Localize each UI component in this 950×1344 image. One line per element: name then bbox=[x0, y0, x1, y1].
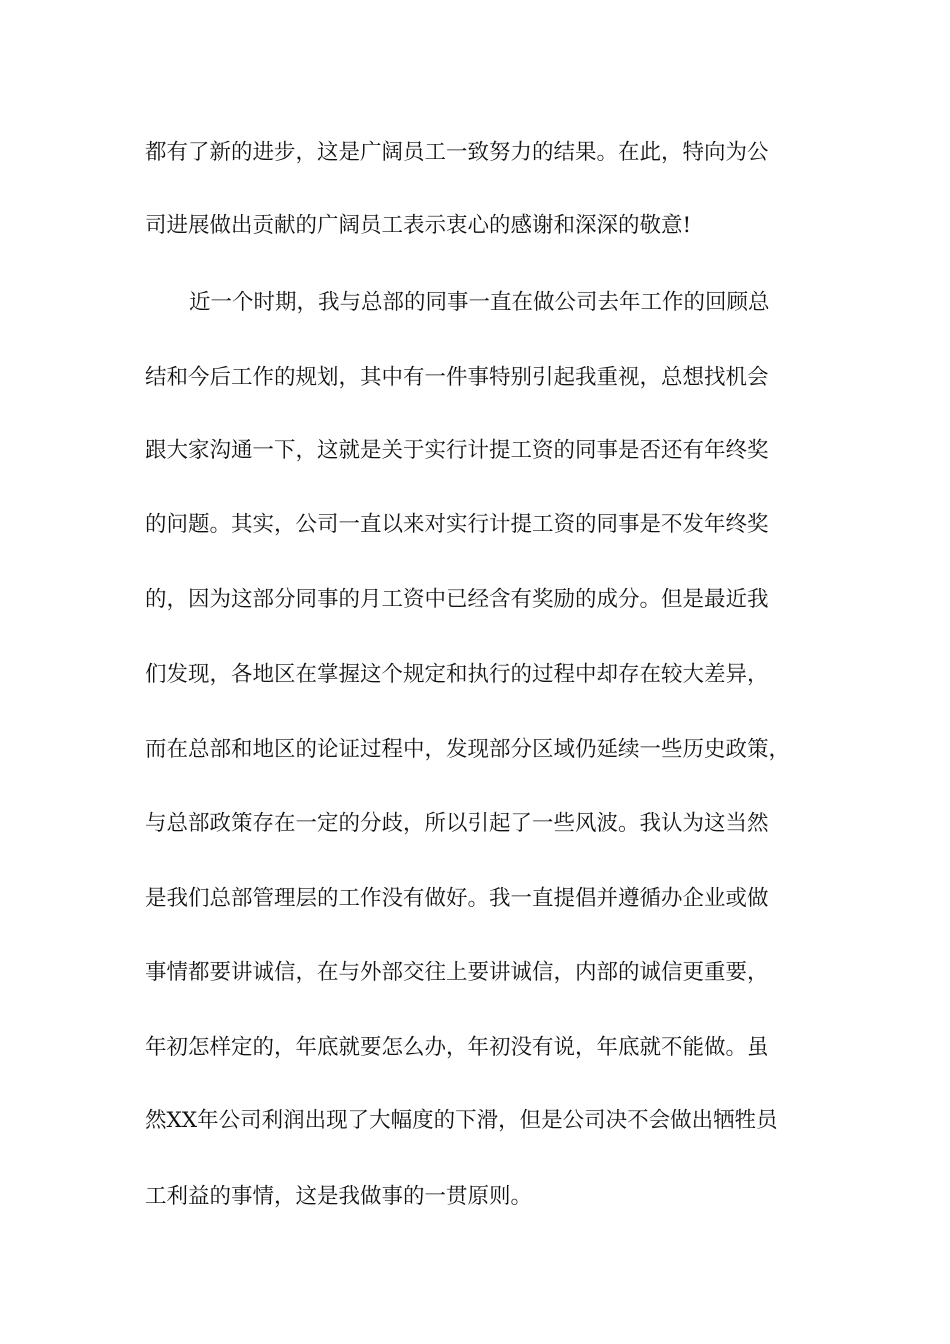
paragraph-first-line: 近一个时期，我与总部的同事一直在做公司去年工作的回顾总 bbox=[189, 290, 770, 315]
text-line: 的，因为这部分同事的月工资中已经含有奖励的成分。但是最近我 bbox=[145, 587, 769, 612]
text-line: 与总部政策存在一定的分歧，所以引起了一些风波。我认为这当然 bbox=[145, 811, 769, 836]
text-line: 都有了新的进步，这是广阔员工一致努力的结果。在此，特向为公 bbox=[145, 140, 769, 165]
text-line: 跟大家沟通一下，这就是关于实行计提工资的同事是否还有年终奖 bbox=[145, 438, 769, 463]
text-line: 工利益的事情，这是我做事的一贯原则。 bbox=[145, 1184, 533, 1209]
text-line: 们发现，各地区在掌握这个规定和执行的过程中却存在较大差异， bbox=[145, 662, 769, 687]
text-line: 事情都要讲诚信，在与外部交往上要讲诚信，内部的诚信更重要， bbox=[145, 960, 769, 985]
text-line: 是我们总部管理层的工作没有做好。我一直提倡并遵循办企业或做 bbox=[145, 886, 769, 911]
text-line: 的问题。其实，公司一直以来对实行计提工资的同事是不发年终奖 bbox=[145, 512, 769, 537]
text-line: 司进展做出贡献的广阔员工表示衷心的感谢和深深的敬意! bbox=[145, 213, 692, 238]
text-line: 结和今后工作的规划，其中有一件事特别引起我重视，总想找机会 bbox=[145, 365, 769, 390]
text-line: 然XX年公司利润出现了大幅度的下滑，但是公司决不会做出牺牲员 bbox=[145, 1108, 778, 1133]
text-line: 年初怎样定的，年底就要怎么办，年初没有说，年底就不能做。虽 bbox=[145, 1035, 769, 1060]
text-line: 而在总部和地区的论证过程中，发现部分区域仍延续一些历史政策， bbox=[145, 737, 791, 762]
